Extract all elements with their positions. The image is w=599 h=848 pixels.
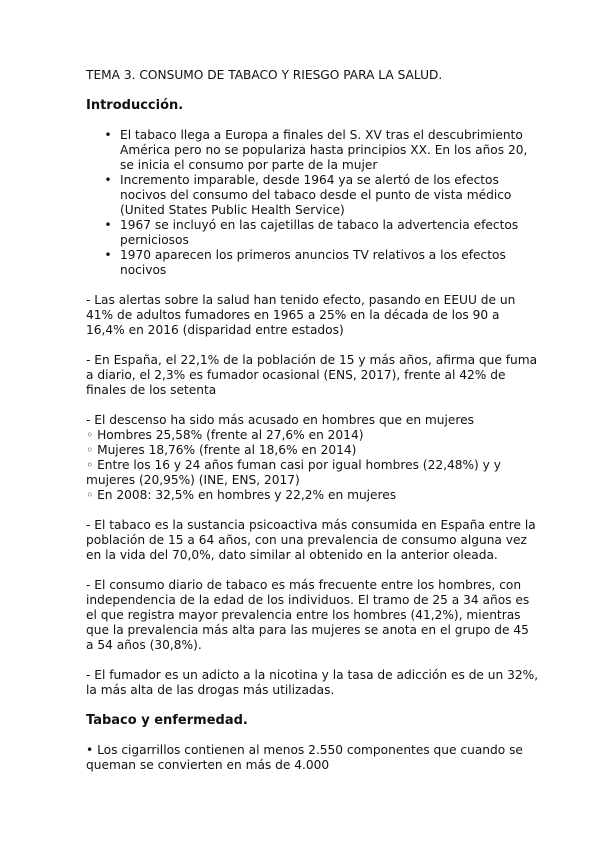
section-heading-tobacco-disease: Tabaco y enfermedad. [86, 713, 248, 728]
paragraph-spain-prevalence: - En España, el 22,1% de la población de 15 y más años, afirma que fuma a diario, el 2,3% es fumador ocasional (ENS, 2017), frente al 42% de finales de los setenta [86, 353, 538, 397]
bullet-dot-icon: • [104, 218, 112, 232]
bullet-item: • El tabaco llega a Europa a finales del S. XV tras el descubrimiento América pero no se popularizа hasta principios XX. En los años 20, se inicia el consumo por parte de la mujer [104, 128, 528, 172]
paragraph-cigarette-components: • Los cigarrillos contienen al menos 2.550 componentes que cuando se queman se convierten en más de 4.000 [86, 743, 523, 772]
bullet-dot-icon: • [104, 248, 112, 262]
bullet-item: • Incremento imparable, desde 1964 ya se alertó de los efectos nocivos del consumo del tabaco desde el punto de vista médico (United States Public Health Service) [104, 173, 512, 217]
bullet-item: • 1967 se incluyó en las cajetillas de tabaco la advertencia efectos perniciosos [104, 218, 519, 247]
paragraph-decline-by-sex: - El descenso ha sido más acusado en hombres que en mujeres ◦ Hombres 25,58% (frente al 27,6% en 2014) ◦ Mujeres 18,76% (frente al 18,6% en 2014) ◦ Entre los 16 y 24 años fuman casi por igual hombres (22,48%) y y mujeres (20,95%) (INE, ENS, 2017) ◦ En 2008: 32,5% en hombres y 22,2% en mujeres [86, 413, 501, 502]
paragraph-psychoactive-substance: - El tabaco es la sustancia psicoactiva más consumida en España entre la población de 15 a 64 años, con una prevalencia de consumo alguna vez en la vida del 70,0%, dato similar al obtenido en la anterior oleada. [86, 518, 536, 562]
paragraph-nicotine-addiction: - El fumador es un adicto a la nicotina y la tasa de adicción es de un 32%, la más alta de las drogas más utilizadas. [86, 668, 539, 697]
document-title: TEMA 3. CONSUMO DE TABACO Y RIESGO PARA LA SALUD. [86, 68, 443, 82]
bullet-item: • 1970 aparecen los primeros anuncios TV relativos a los efectos nocivos [104, 248, 506, 277]
bullet-dot-icon: • [104, 128, 112, 142]
paragraph-daily-consumption: - El consumo diario de tabaco es más frecuente entre los hombres, con independencia de la edad de los individuos. El tramo de 25 a 34 años es el que registra mayor prevalencia entre los hombres (41,2%), mientras que la prevalencia más alta para las mujeres se anota en el grupo de 45 a 54 años (30,8%). [86, 578, 530, 652]
section-heading-introduction: Introducción. [86, 98, 184, 113]
intro-bullet-list [86, 128, 539, 278]
bullet-dot-icon: • [104, 173, 112, 187]
paragraph-us-alerts: - Las alertas sobre la salud han tenido efecto, pasando en EEUU de un 41% de adultos fumadores en 1965 a 25% en la década de los 90 a 16,4% en 2016 (disparidad entre estados) [86, 293, 516, 337]
